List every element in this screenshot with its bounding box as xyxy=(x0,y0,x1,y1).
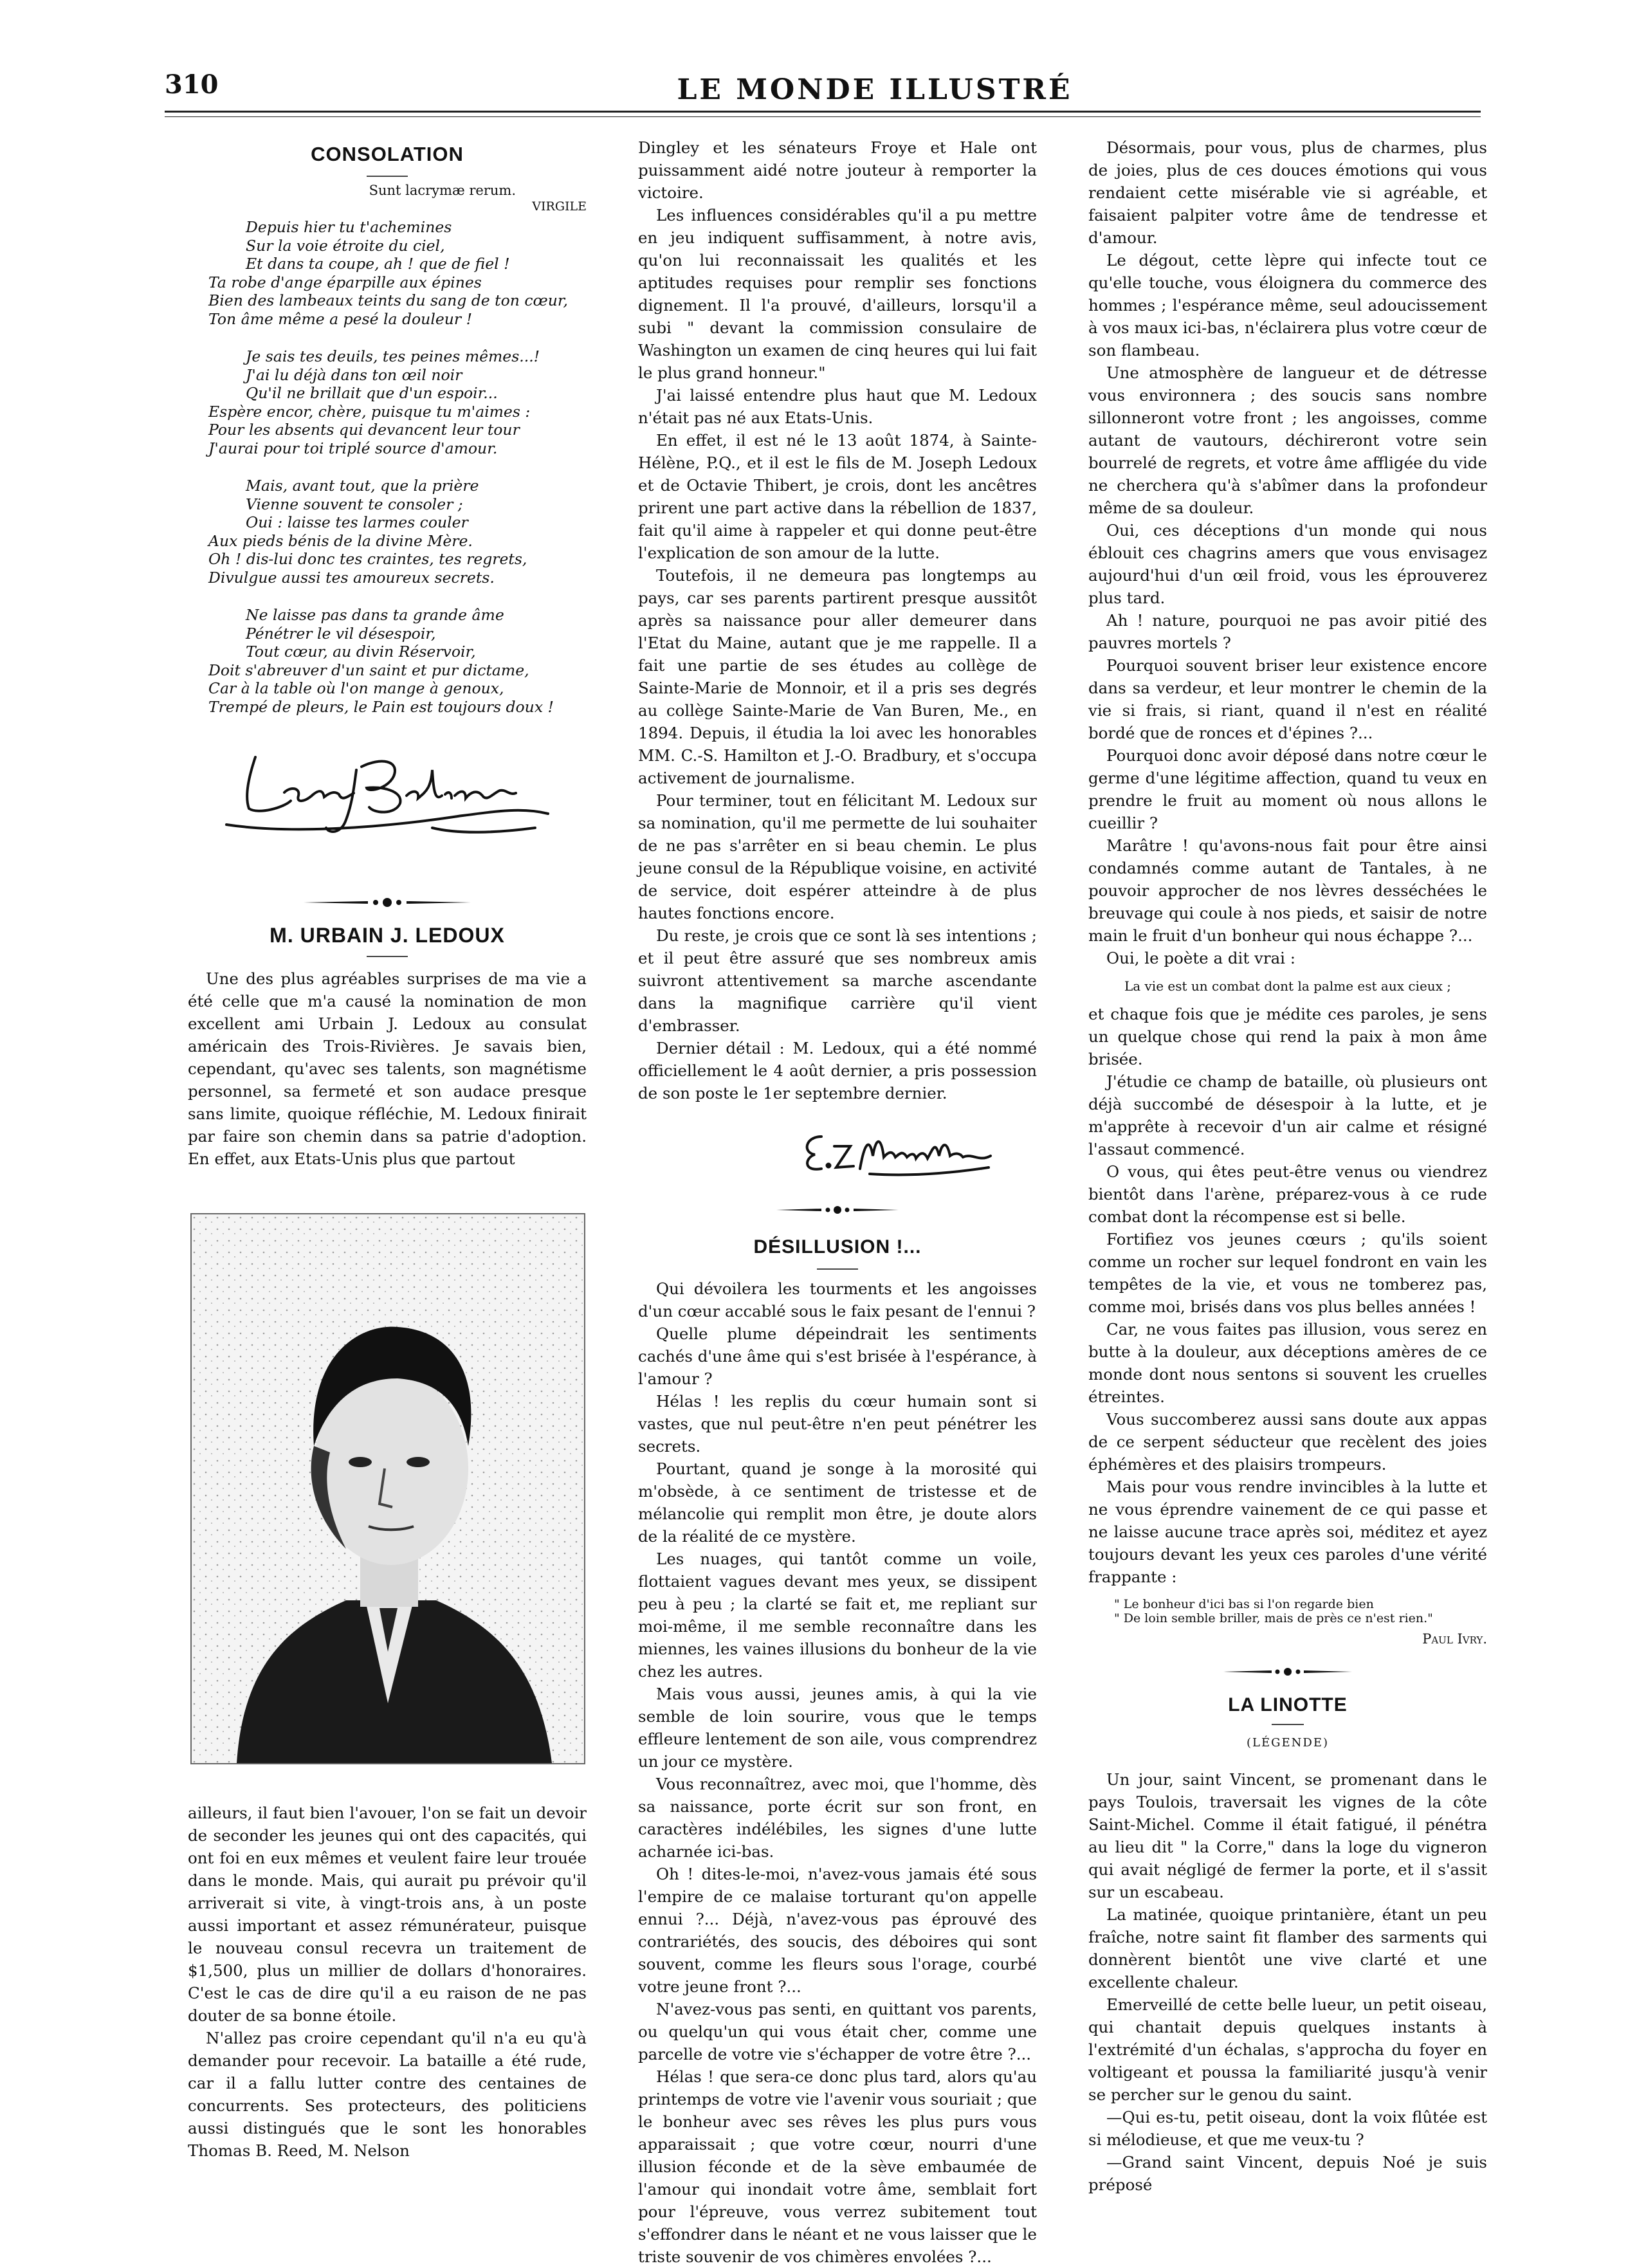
poem-line: Ne laisse pas dans ta grande âme xyxy=(246,606,504,624)
linotte-subtitle: (LÉGENDE) xyxy=(1247,1736,1329,1750)
paragraph: Le dégout, cette lèpre qui infecte tout ce qu'elle touche, vous éloignera du commerce des hommes ; l'espérance même, seul adoucissement à vos maux ici-bas, n'éclairera plus votre cœur de son flambeau. xyxy=(1088,251,1487,360)
paragraph: J'étudie ce champ de bataille, où plusieurs ont déjà succombé de désespoir à la lutte, et je m'apprête à recevoir d'un air calme et résigné l'assaut commencé. xyxy=(1088,1072,1487,1158)
consolation-title: CONSOLATION xyxy=(311,143,464,165)
paragraph: —Qui es-tu, petit oiseau, dont la voix flûtée est si mélodieuse, et que me veux-tu ? xyxy=(1088,2108,1487,2149)
paragraph: En effet, il est né le 13 août 1874, à Sainte-Hélène, P.Q., et il est le fils de M. Joseph Ledoux et de Octavie Thibert, je crois, dont les ancêtres prirent une part active dans la rébellion de 1837, fait qu'il aime à rappeler et qui donne peut-être l'explication de son amour de la lutte. xyxy=(638,431,1037,562)
paragraph: J'ai laissé entendre plus haut que M. Ledoux n'était pas né aux Etats-Unis. xyxy=(638,386,1037,427)
paragraph: Une atmosphère de langueur et de détresse vous environnera ; des soucis sans nombre sillonneront votre front ; les angoisses, comme autant de vautours, déchireront votre sein bourrelé de regrets, et votre âme affligée du vide ne cherchera qu'à s'abîmer dans la profondeur même de sa douleur. xyxy=(1088,363,1487,517)
column-1 xyxy=(188,129,587,2162)
poem-line: Et dans ta coupe, ah ! que de fiel ! xyxy=(246,255,510,273)
paragraph: Les influences considérables qu'il a pu mettre en jeu indiquent suffisamment, à notre avis, qu'on lui reconnaissait les qualités et les aptitudes requises pour remplir ses fonctions dignement. Il l'a prouvé, d'ailleurs, lorsqu'il a subi " devant la commission consulaire de Washington un examen de cinq heures qui lui fait le plus grand honneur." xyxy=(638,206,1037,382)
paragraph: O vous, qui êtes peut-être venus ou viendrez bientôt dans l'arène, préparez-vous à ce rude combat dont la récompense est si belle. xyxy=(1088,1162,1487,1226)
paragraph: Vous reconnaîtrez, avec moi, que l'homme, dès sa naissance, porte écrit sur son front, en caractères indélébiles, les signes d'une lutte acharnée ici-bas. xyxy=(638,1775,1037,1861)
poem-line: Aux pieds bénis de la divine Mère. xyxy=(208,531,473,550)
paragraph: Emerveillé de cette belle lueur, un petit oiseau, qui chantait depuis quelques instants à l'extrémité d'un échalas, s'approcha du foyer en voltigeant et poussa la familiarité jusqu'à venir se percher sur le genou du saint. xyxy=(1088,1995,1487,2104)
paragraph: Qui dévoilera les tourments et les angoisses d'un cœur accablé sous le faix pesant de l'ennui ? xyxy=(638,1279,1037,1321)
ledoux-title: M. URBAIN J. LEDOUX xyxy=(270,924,505,947)
paragraph: —Grand saint Vincent, depuis Noé je suis préposé xyxy=(1088,2153,1487,2194)
title-rule xyxy=(1272,1724,1304,1725)
poem-line: Mais, avant tout, que la prière xyxy=(246,477,479,495)
verse-quote-line: " De loin semble briller, mais de près ce n'est rien." xyxy=(1114,1611,1433,1625)
desillusion-title: DÉSILLUSION !... xyxy=(753,1236,922,1257)
paragraph: Désormais, pour vous, plus de charmes, plus de joies, plus de ces douces émotions qui vous rendaient cette misérable vie si agréable, et faisaient palpiter votre âme de tendresse et d'amour. xyxy=(1088,138,1487,247)
journal-title: LE MONDE ILLUSTRÉ xyxy=(677,73,1073,106)
paragraph: Fortifiez vos jeunes cœurs ; qu'ils soient comme un rocher sur lequel fondront en vain les tempêtes de la vie, et vous ne tomberez pas, comme moi, brisés dans vos plus belles années ! xyxy=(1088,1230,1487,1316)
quote-author: Paul Ivry. xyxy=(1422,1631,1487,1647)
verse-quote: La vie est un combat dont la palme est aux cieux ; xyxy=(1124,978,1452,994)
poem-line: Car à la table où l'on mange à genoux, xyxy=(208,679,504,697)
paragraph: ailleurs, il faut bien l'avouer, l'on se fait un devoir de seconder les jeunes qui ont des capacités, qui ont foi en eux mêmes et veulent faire leur trouée dans le monde. Mais, qui aurait pu prévoir qu'il arriverait si vite, à vingt-trois ans, à un poste aussi important et assez rémunérateur, puisque le nouveau consul recevra un traitement de $1,500, plus un millier de dollars d'honoraires. C'est le cas de dire qu'il a eu raison de ne pas douter de sa bonne étoile. xyxy=(188,1804,587,2025)
paragraph: Oui, ces déceptions d'un monde qui nous éblouit ces chagrins amers que vous envisagez aujourd'hui d'un œil froid, vous les éprouverez plus tard. xyxy=(1088,521,1487,607)
paragraph: Du reste, je crois que ce sont là ses intentions ; et il peut être assuré que ses nombreux amis suivront attentivement sa marche ascendante dans la magnifique carrière qu'il vient d'embrasser. xyxy=(638,926,1037,1035)
paragraph: Dingley et les sénateurs Froye et Hale ont puissamment aidé notre jouteur à remporter la victoire. xyxy=(638,138,1037,202)
poem-stanza-1 xyxy=(188,218,587,328)
poem-line: Bien des lambeaux teints du sang de ton cœur, xyxy=(208,291,569,309)
poem-line: Ton âme même a pesé la douleur ! xyxy=(208,309,473,328)
title-rule xyxy=(817,1268,858,1270)
header-rule-bottom xyxy=(165,116,1481,117)
paragraph: Hélas ! les replis du cœur humain sont si vastes, que nul peut-être n'en peut pénétrer les secrets. xyxy=(638,1392,1037,1456)
poem-line: Depuis hier tu t'achemines xyxy=(246,218,452,236)
paragraph: Oui, le poète a dit vrai : xyxy=(1106,949,1296,967)
portrait-photo xyxy=(190,1213,585,1764)
paragraph: Pourquoi souvent briser leur existence encore dans sa verdeur, et leur montrer le chemin de la vie si frais, si riant, quand il n'est en réalité bordé que de ronces et d'épines ?... xyxy=(1088,656,1487,742)
poem-line: J'aurai pour toi triplé source d'amour. xyxy=(208,439,498,457)
paragraph: Les nuages, qui tantôt comme un voile, flottaient vagues devant mes yeux, se dissipent peu à peu ; la clarté se fait et, me repliant sur moi-même, il me semble reconnaître dans les miennes, les vaines illusions du bonheur de la vie chez les autres. xyxy=(638,1550,1037,1681)
poem-line: Doit s'abreuver d'un saint et pur dictame, xyxy=(208,661,529,679)
paragraph: Vous succomberez aussi sans doute aux appas de ce serpent séducteur que recèlent des joies éphémères et des plaisirs trompeurs. xyxy=(1088,1410,1487,1474)
column-2 xyxy=(638,136,1037,2268)
section-ornament xyxy=(638,1203,1037,1216)
poem-line: Tout cœur, au divin Réservoir, xyxy=(246,643,476,661)
section-ornament xyxy=(188,896,587,909)
poem-line: Pénétrer le vil désespoir, xyxy=(246,624,436,643)
paragraph: Hélas ! que sera-ce donc plus tard, alors qu'au printemps de votre vie l'avenir vous souriait ; que le bonheur avec ses rêves les plus purs vous apparaissait ; que votre cœur, nourri d'une illusion féconde et de la sève embaumée de l'amour qui inondait votre âme, semblait fort pour l'épreuve, vous verrez subitement tout s'effondrer dans le néant et ne vous laisser que le triste souvenir de vos chimères envolées ?... xyxy=(638,2067,1037,2266)
paragraph: Oh ! dites-le-moi, n'avez-vous jamais été sous l'empire de ce malaise torturant qu'on appelle ennui ?... Déjà, n'avez-vous pas éprouvé des contrariétés, des soucis, des déboires qui sont souvent, comme les fleurs sous l'orage, courbé votre jeune front ?... xyxy=(638,1865,1037,1996)
paragraph: Quelle plume dépeindrait les sentiments cachés d'une âme qui s'est brisée à l'espérance, à l'amour ? xyxy=(638,1324,1037,1388)
paragraph: Ah ! nature, pourquoi ne pas avoir pitié des pauvres mortels ? xyxy=(1088,611,1487,652)
paragraph: Marâtre ! qu'avons-nous fait pour être ainsi condamnés comme autant de Tantales, à ne pouvoir approcher de nos lèvres desséchées le breuvage qui coule à nos pieds, et saisir de notre main le fruit d'un bonheur qui nous échappe ?... xyxy=(1088,836,1487,945)
epigraph-author: VIRGILE xyxy=(532,199,587,214)
paragraph: Pour terminer, tout en félicitant M. Ledoux sur sa nomination, qu'il me permette de lui souhaiter de ne pas s'arrêter en si beau chemin. Le plus jeune consul de la République voisine, en activité de service, doit espérer atteindre à de plus hautes fonctions encore. xyxy=(638,791,1037,922)
poem-stanza-2 xyxy=(188,347,587,457)
poem-line: Trempé de pleurs, le Pain est toujours doux ! xyxy=(208,697,554,716)
paragraph: Toutefois, il ne demeura pas longtemps au pays, car ses parents partirent presque aussitôt après sa naissance pour aller demeurer dans l'Etat du Maine, autant que je me rappelle. Il a fait une partie de ses études au collège de Sainte-Marie de Monnoir, et il a pris ses degrés au collège Sainte-Marie de Van Buren, Me., en 1894. Depuis, il étudia la loi avec les honorables MM. C.-S. Hamilton et J.-O. Bradbury, et s'occupa activement de journalisme. xyxy=(638,566,1037,787)
poem-line: Oui : laisse tes larmes couler xyxy=(246,513,468,531)
page-number: 310 xyxy=(165,69,219,100)
signature-massicotte xyxy=(638,1117,1037,1182)
paragraph: Une des plus agréables surprises de ma vie a été celle que m'a causé la nomination de mon excellent ami Urbain J. Ledoux au consulat américain des Trois-Rivières. Je savais bien, cependant, qu'avec ses talents, son magnétisme personnel, sa fermeté et son audace presque sans limite, quoique réfléchie, M. Ledoux finirait par faire son chemin dans sa patrie d'adoption. En effet, aux Etats-Unis plus que partout xyxy=(188,969,587,1168)
paragraph: Mais pour vous rendre invincibles à la lutte et ne vous éprendre vainement de ce qui passe et ne laisse aucune trace après soi, méditez et ayez toujours devant les yeux ces paroles d'une vérité frappante : xyxy=(1088,1477,1487,1586)
paragraph: Un jour, saint Vincent, se promenant dans le pays Toulois, traversait les vignes de la côte Saint-Michel. Comme il était fatigué, il pénétra au lieu dit " la Corre," dans la loge du vigneron qui avait négligé de fermer la porte, et il s'assit sur un escabeau. xyxy=(1088,1770,1487,1901)
poem-line: Sur la voie étroite du ciel, xyxy=(246,236,445,255)
poem-line: Vienne souvent te consoler ; xyxy=(246,495,463,513)
paragraph: La matinée, quoique printanière, étant un peu fraîche, notre saint fit flamber des sarments qui donnèrent bientôt une vive clarté et une excellente chaleur. xyxy=(1088,1905,1487,1991)
title-rule xyxy=(367,956,408,957)
paragraph: Pourquoi donc avoir déposé dans notre cœur le germe d'une légitime affection, quand tu veux en prendre le fruit au moment où nous allons le cueillir ? xyxy=(1088,746,1487,832)
header-rule-top xyxy=(165,111,1481,113)
poem-line: Pour les absents qui devancent leur tour xyxy=(208,421,520,439)
poem-stanza-4 xyxy=(188,606,587,716)
verse-quote-line: " Le bonheur d'ici bas si l'on regarde bien xyxy=(1114,1597,1374,1611)
poem-line: Espère encor, chère, puisque tu m'aimes : xyxy=(208,402,531,421)
section-ornament xyxy=(1088,1665,1487,1678)
poem-line: Ta robe d'ange éparpille aux épines xyxy=(208,273,482,291)
poem-line: Oh ! dis-lui donc tes craintes, tes regrets, xyxy=(208,550,527,568)
poem-line: J'ai lu déjà dans ton œil noir xyxy=(246,365,462,384)
paragraph: et chaque fois que je médite ces paroles, je sens un quelque chose qui rend la paix à mon âme brisée. xyxy=(1088,1005,1487,1068)
paragraph: Dernier détail : M. Ledoux, qui a été nommé officiellement le 4 août dernier, a pris possession de son poste le 1er septembre dernier. xyxy=(638,1039,1037,1102)
signature-belineau xyxy=(188,731,587,854)
poem-stanza-3 xyxy=(188,477,587,587)
poem-line: Qu'il ne brillait que d'un espoir... xyxy=(246,384,498,402)
paragraph: Mais vous aussi, jeunes amis, à qui la vie semble de loin sourire, vous que le temps effleure lentement de son aile, vous comprendrez un jour ce mystère. xyxy=(638,1685,1037,1771)
poem-line: Divulgue aussi tes amoureux secrets. xyxy=(208,568,495,587)
paragraph: Car, ne vous faites pas illusion, vous serez en butte à la douleur, aux déceptions amères de ce monde dont nous sentons si souvent les cruelles étreintes. xyxy=(1088,1320,1487,1406)
poem-line: Je sais tes deuils, tes peines mêmes...! xyxy=(246,347,540,365)
epigraph: Sunt lacrymæ rerum. xyxy=(369,183,516,198)
title-rule xyxy=(367,176,408,177)
paragraph: Pourtant, quand je songe à la morosité qui m'obsède, à ce sentiment de tristesse et de mélancolie qui remplit mon être, je doute alors de la réalité de ce mystère. xyxy=(638,1459,1037,1546)
column-3 xyxy=(1088,136,1487,2196)
paragraph: N'avez-vous pas senti, en quittant vos parents, ou quelqu'un qui vous était cher, comme une parcelle de votre vie s'échapper de votre être ?... xyxy=(638,2000,1037,2063)
linotte-title: LA LINOTTE xyxy=(1228,1694,1348,1715)
paragraph: N'allez pas croire cependant qu'il n'a eu qu'à demander pour recevoir. La bataille a été rude, car il a fallu lutter contre des centaines de concurrents. Ses protecteurs, des politiciens aussi distingués que le sont les honorables Thomas B. Reed, M. Nelson xyxy=(188,2029,587,2160)
